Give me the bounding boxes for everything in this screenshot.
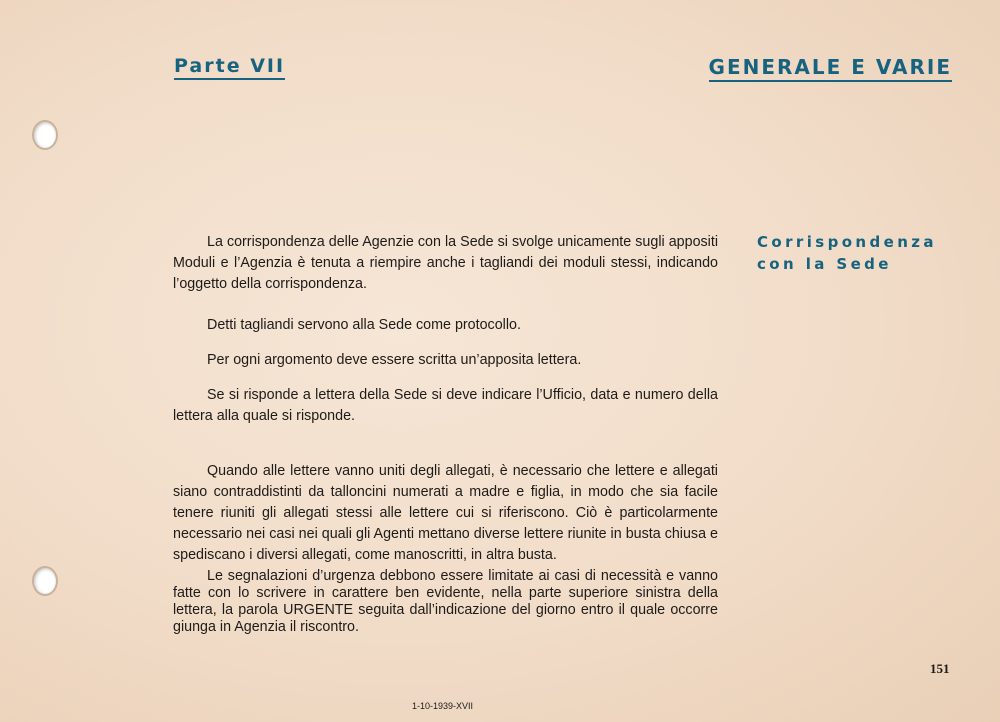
paragraph: Quando alle lettere vanno uniti degli allegati, è necessario che lettere e allegati siano contraddistinti da talloncini numerati a madre e figlia, in modo che sia facile tenere riuniti gli allegati stessi alle lettere cui si riferiscono. Ciò è particolarmente necessario nei casi nei quali gli Agenti mettano diverse lettere riunite in busta chiusa e spediscano i diversi allegati, come manoscritti, in altra busta. <box>173 463 718 563</box>
side-heading-line1: Corrispondenza <box>757 233 937 251</box>
page-number: 151 <box>930 661 950 676</box>
paragraph: Le segnalazioni d’urgenza debbono essere limitate ai casi di necessità e vanno fatte con lo scrivere in carattere ben evidente, nella parte superiore sinistra della lettera, la parola URGENTE seguita dall’indicazione del giorno entro il quale occorre giunga in Agenzia il riscontro. <box>173 568 718 635</box>
footer-date: 1-10-1939-XVII <box>412 701 474 711</box>
section-heading: GENERALE E VARIE <box>709 55 952 82</box>
side-heading-line2: con la Sede <box>757 255 892 273</box>
punch-hole-top <box>32 120 58 150</box>
side-heading <box>757 231 967 275</box>
paragraph: Se si risponde a lettera della Sede si deve indicare l’Ufficio, data e numero della lettera alla quale si risponde. <box>173 387 718 424</box>
body-text <box>173 232 718 636</box>
part-heading: Parte VII <box>174 55 285 80</box>
paragraph: La corrispondenza delle Agenzie con la Sede si svolge unicamente sugli appositi Moduli e l’Agenzia è tenuta a riempire anche i tagliandi dei moduli stessi, indicando l’oggetto della corrispondenza. <box>173 234 718 292</box>
paragraph: Detti tagliandi servono alla Sede come protocollo. <box>207 317 521 333</box>
paragraph: Per ogni argomento deve essere scritta un’apposita lettera. <box>207 352 582 368</box>
punch-hole-bottom <box>32 566 58 596</box>
